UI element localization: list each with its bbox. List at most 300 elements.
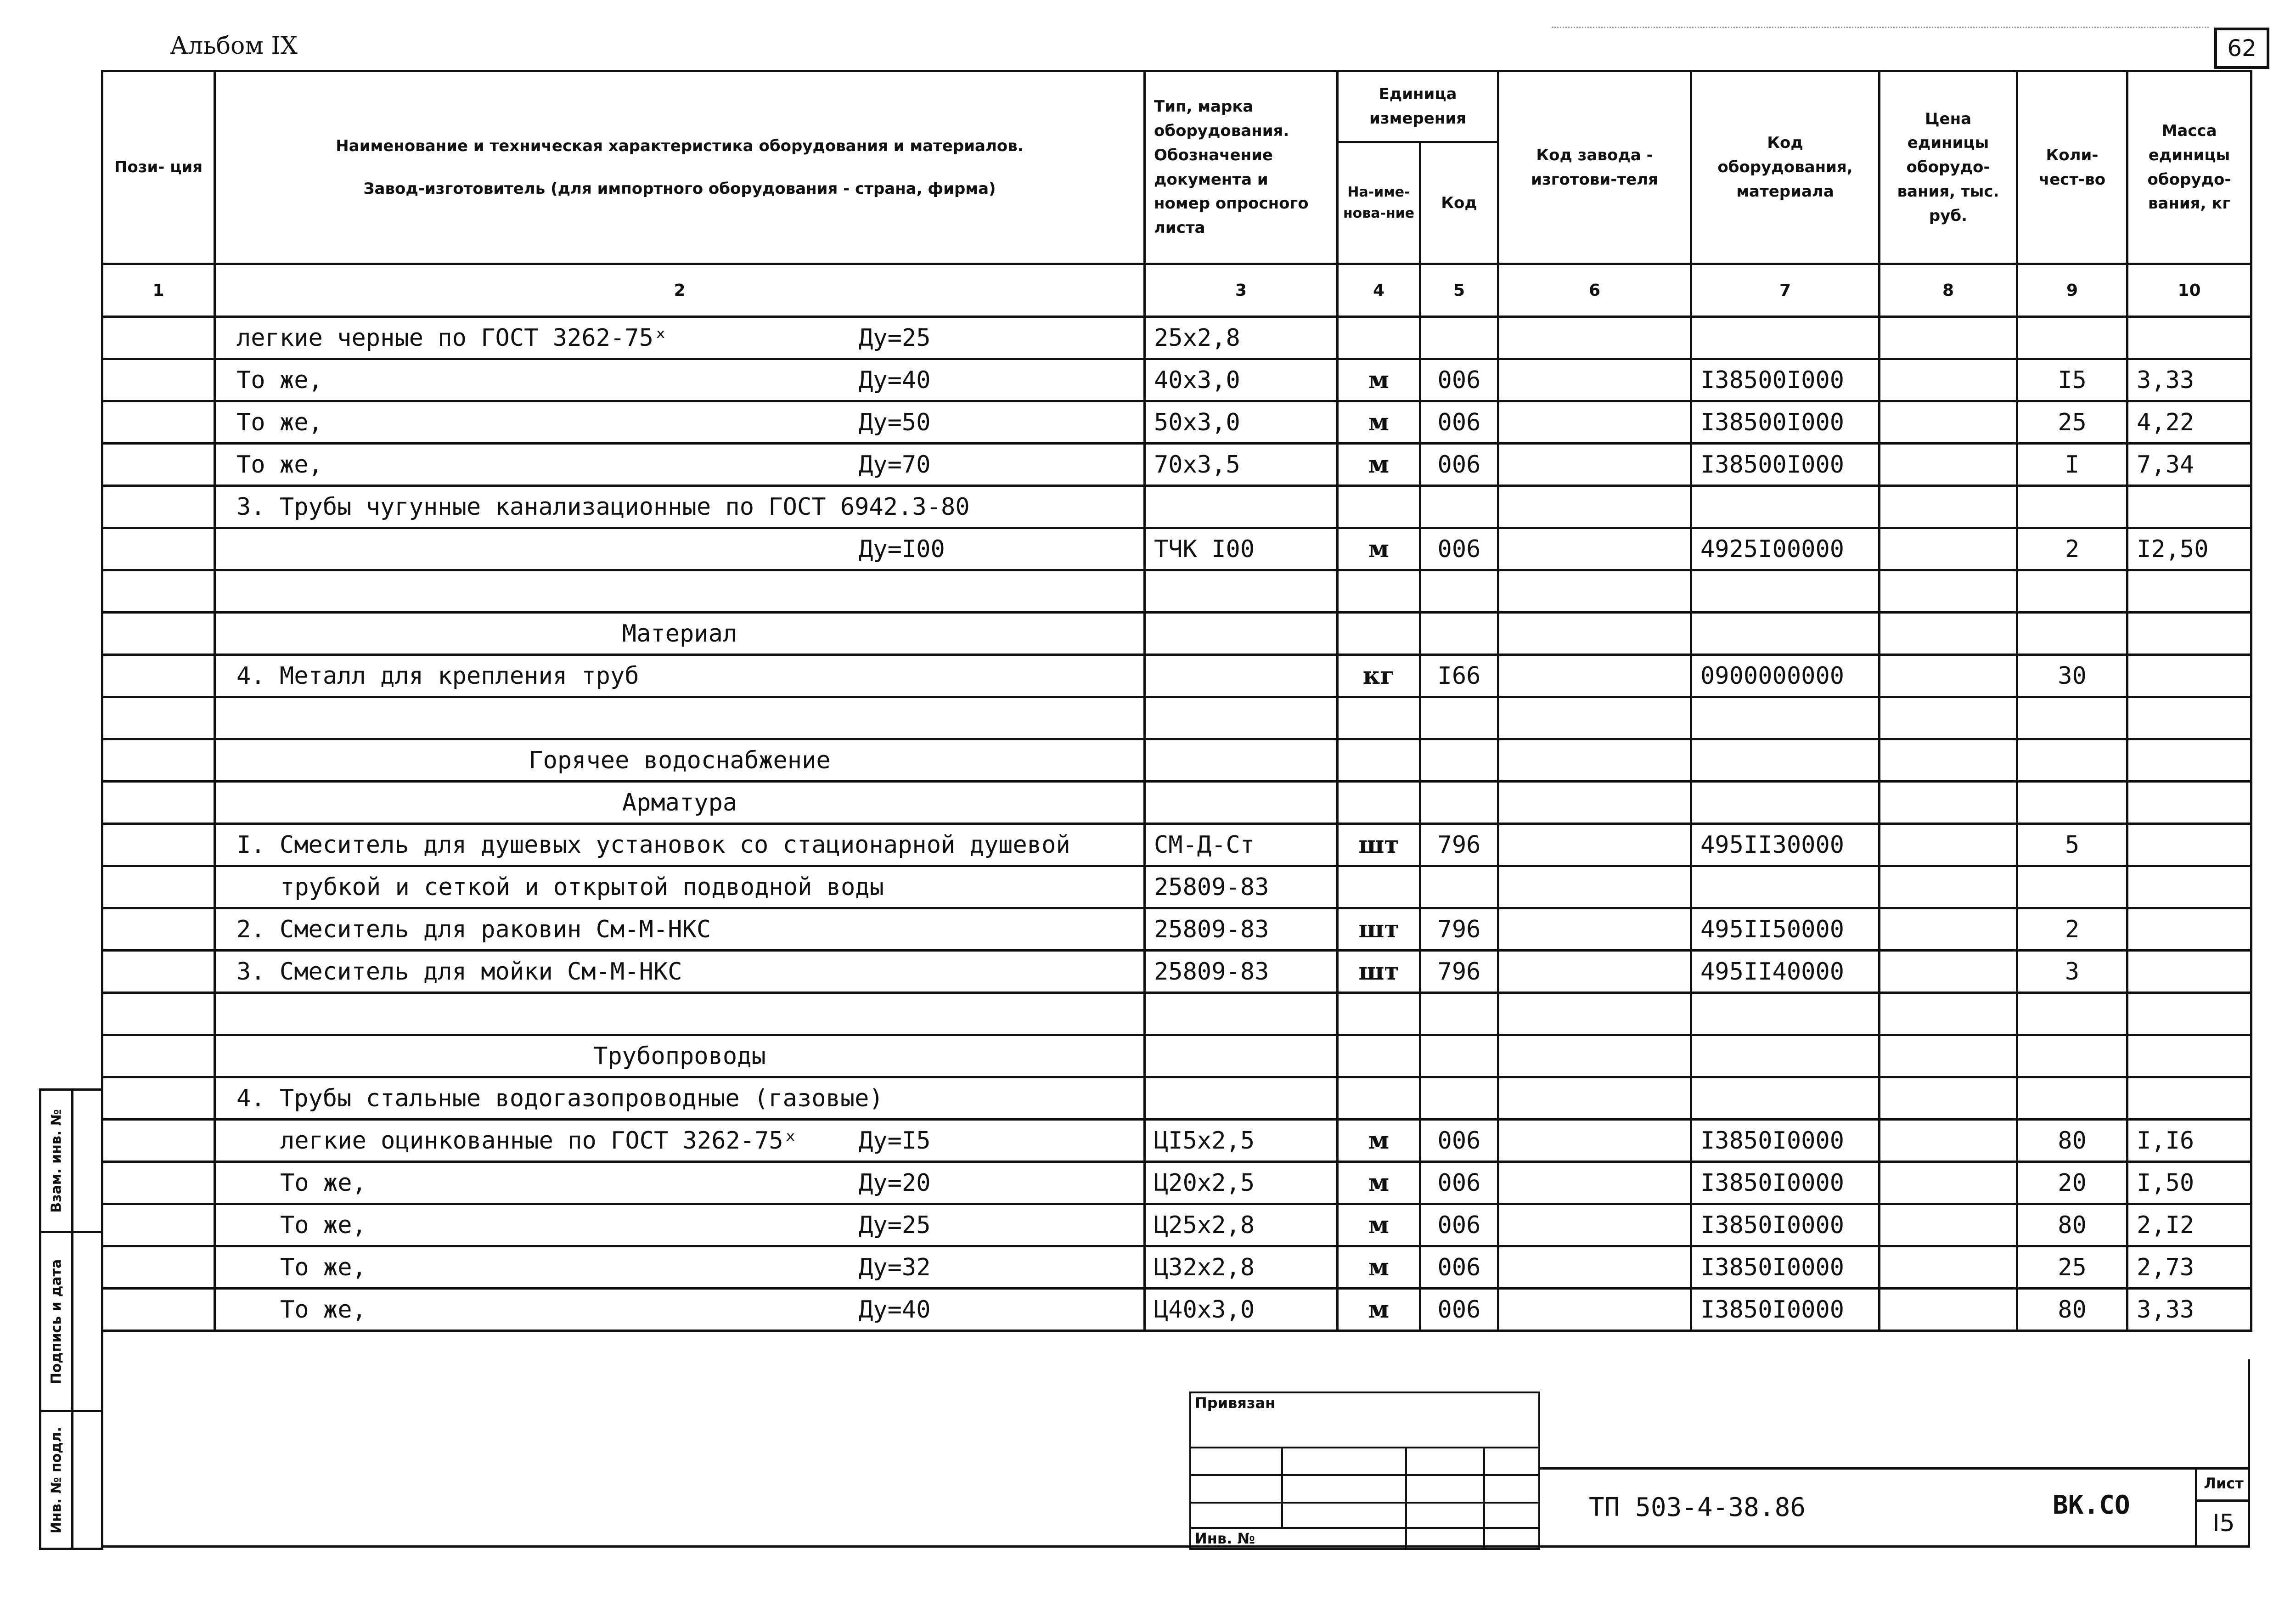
cell-position: [102, 1162, 215, 1204]
cell-price: [1880, 697, 2017, 739]
cell-quantity: 20: [2017, 1162, 2127, 1204]
cell-mass: 7,34: [2127, 444, 2251, 486]
cell-unit: шт: [1338, 951, 1420, 993]
cell-unit: шт: [1338, 908, 1420, 951]
header-factory-code: Код завода - изготови-теля: [1498, 71, 1691, 264]
item-name: То же,: [280, 1296, 366, 1324]
cell-quantity: [2017, 486, 2127, 528]
specification-table: [101, 70, 2252, 1332]
cell-unit-code: [1420, 739, 1498, 782]
sheet-number: I5: [2212, 1510, 2235, 1537]
cell-factory-code: [1498, 317, 1691, 359]
cell-unit: шт: [1338, 824, 1420, 866]
cell-unit-code: 006: [1420, 1246, 1498, 1289]
column-number: 1: [102, 264, 215, 317]
cell-mass: 2,I2: [2127, 1204, 2251, 1246]
cell-quantity: I5: [2017, 359, 2127, 401]
header-material-code: Код оборудования, материала: [1691, 71, 1880, 264]
stamp-privyazan: Привязан: [1190, 1392, 1539, 1448]
cell-name: [215, 866, 1145, 908]
cell-unit: [1338, 697, 1420, 739]
cell-name: [215, 1162, 1145, 1204]
column-number: 10: [2127, 264, 2251, 317]
cell-material-code: [1691, 866, 1880, 908]
cell-price: [1880, 1077, 2017, 1120]
item-nominal-diameter: Ду=50: [859, 408, 931, 436]
cell-material-code: [1691, 697, 1880, 739]
item-nominal-diameter: Ду=I00: [859, 535, 945, 563]
cell-name: [215, 1289, 1145, 1331]
cell-factory-code: [1498, 444, 1691, 486]
header-name-line2: Завод-изготовитель (для импортного оборудования - страна, фирма): [363, 179, 996, 198]
cell-name: [215, 401, 1145, 444]
cell-unit-code: 006: [1420, 1120, 1498, 1162]
cell-type: 25809-83: [1145, 951, 1338, 993]
cell-unit-code: [1420, 570, 1498, 613]
cell-type: [1145, 613, 1338, 655]
sheet-code: ВК.СО: [2053, 1490, 2130, 1520]
cell-material-code: 495II30000: [1691, 824, 1880, 866]
cell-material-code: I3850I0000: [1691, 1204, 1880, 1246]
cell-unit: м: [1338, 1120, 1420, 1162]
cell-type: ЦI5х2,5: [1145, 1120, 1338, 1162]
cell-mass: [2127, 1035, 2251, 1077]
column-number: 7: [1691, 264, 1880, 317]
table-row: [102, 1035, 2251, 1077]
cell-price: [1880, 444, 2017, 486]
cell-price: [1880, 528, 2017, 570]
cell-position: [102, 613, 215, 655]
cell-material-code: [1691, 1077, 1880, 1120]
cell-type: [1145, 782, 1338, 824]
cell-type: [1145, 486, 1338, 528]
cell-price: [1880, 993, 2017, 1035]
cell-material-code: I38500I000: [1691, 359, 1880, 401]
cell-quantity: 80: [2017, 1289, 2127, 1331]
cell-material-code: I38500I000: [1691, 401, 1880, 444]
sheet-box: [2195, 1467, 2250, 1548]
cell-price: [1880, 359, 2017, 401]
cell-price: [1880, 655, 2017, 697]
cell-type: ТЧК I00: [1145, 528, 1338, 570]
cell-name: [215, 1035, 1145, 1077]
cell-unit-code: 006: [1420, 1289, 1498, 1331]
header-unit-group: Единица измерения: [1338, 71, 1498, 142]
cell-material-code: [1691, 739, 1880, 782]
table-row: [102, 782, 2251, 824]
cell-name: [215, 908, 1145, 951]
cell-material-code: [1691, 317, 1880, 359]
item-nominal-diameter: Ду=25: [859, 1211, 931, 1239]
cell-price: [1880, 1035, 2017, 1077]
cell-quantity: [2017, 782, 2127, 824]
cell-mass: I2,50: [2127, 528, 2251, 570]
cell-type: СМ-Д-Ст: [1145, 824, 1338, 866]
cell-unit: [1338, 570, 1420, 613]
item-name: 2. Смеситель для раковин См-М-НКС: [236, 915, 711, 943]
cell-unit-code: [1420, 1077, 1498, 1120]
cell-quantity: 25: [2017, 401, 2127, 444]
cell-unit-code: 006: [1420, 1162, 1498, 1204]
cell-position: [102, 1120, 215, 1162]
stamp-cell: [1282, 1475, 1406, 1503]
cell-factory-code: [1498, 866, 1691, 908]
cell-mass: 4,22: [2127, 401, 2251, 444]
specification-body: [102, 317, 2251, 1331]
cell-price: [1880, 1246, 2017, 1289]
side-vzam: Взам. инв. №: [48, 1109, 64, 1213]
item-name: 3. Смеситель для мойки См-М-НКС: [236, 958, 682, 986]
cell-type: 70х3,5: [1145, 444, 1338, 486]
cell-position: [102, 1289, 215, 1331]
side-strip-blank: [73, 1090, 102, 1232]
cell-unit-code: [1420, 993, 1498, 1035]
table-row: [102, 1077, 2251, 1120]
cell-material-code: I3850I0000: [1691, 1289, 1880, 1331]
cell-unit-code: [1420, 613, 1498, 655]
cell-type: [1145, 993, 1338, 1035]
cell-quantity: [2017, 570, 2127, 613]
cell-unit: м: [1338, 1289, 1420, 1331]
cell-type: Ц25х2,8: [1145, 1204, 1338, 1246]
cell-type: [1145, 1077, 1338, 1120]
header-name-line1: Наименование и техническая характеристика оборудования и материалов.: [336, 136, 1024, 155]
cell-unit: [1338, 993, 1420, 1035]
cell-material-code: I3850I0000: [1691, 1120, 1880, 1162]
cell-unit-code: 006: [1420, 401, 1498, 444]
item-name: То же,: [236, 366, 323, 394]
cell-mass: [2127, 1077, 2251, 1120]
cell-unit-code: 006: [1420, 444, 1498, 486]
cell-name: [215, 359, 1145, 401]
side-strip-blank: [73, 1411, 102, 1549]
stamp-cell: [1190, 1448, 1282, 1475]
table-row: [102, 1204, 2251, 1246]
cell-factory-code: [1498, 1204, 1691, 1246]
stamp-cell: [1190, 1475, 1282, 1503]
section-heading: Материал: [622, 620, 737, 648]
item-name: 3. Трубы чугунные канализационные по ГОСТ 6942.3-80: [236, 493, 970, 521]
cell-position: [102, 486, 215, 528]
cell-unit: кг: [1338, 655, 1420, 697]
stamp-divider: [1538, 1467, 2250, 1470]
cell-type: Ц20х2,5: [1145, 1162, 1338, 1204]
cell-quantity: 2: [2017, 908, 2127, 951]
cell-quantity: I: [2017, 444, 2127, 486]
cell-name: [215, 951, 1145, 993]
cell-unit-code: 796: [1420, 824, 1498, 866]
page-number: 62: [2227, 35, 2257, 62]
stamp-cell: [1282, 1503, 1406, 1528]
stamp-grid: [1189, 1392, 1540, 1550]
cell-price: [1880, 486, 2017, 528]
stamp-cell: [1484, 1475, 1539, 1503]
cell-position: [102, 655, 215, 697]
stamp-cell: [1406, 1475, 1484, 1503]
table-row: [102, 570, 2251, 613]
cell-quantity: 80: [2017, 1120, 2127, 1162]
stamp-inv-no: Инв. №: [1190, 1528, 1406, 1549]
item-nominal-diameter: Ду=I5: [859, 1127, 931, 1155]
item-name: То же,: [236, 451, 323, 479]
cell-mass: 3,33: [2127, 359, 2251, 401]
cell-type: Ц32х2,8: [1145, 1246, 1338, 1289]
cell-unit-code: [1420, 317, 1498, 359]
cell-unit: м: [1338, 359, 1420, 401]
item-nominal-diameter: Ду=70: [859, 451, 931, 479]
cell-name: [215, 1204, 1145, 1246]
cell-material-code: 0900000000: [1691, 655, 1880, 697]
cell-unit: [1338, 1077, 1420, 1120]
cell-unit: [1338, 866, 1420, 908]
table-row: [102, 655, 2251, 697]
cell-price: [1880, 782, 2017, 824]
cell-type: 25809-83: [1145, 908, 1338, 951]
cell-position: [102, 317, 215, 359]
table-row: [102, 486, 2251, 528]
cell-type: [1145, 739, 1338, 782]
item-nominal-diameter: Ду=25: [859, 324, 931, 352]
cell-unit-code: I66: [1420, 655, 1498, 697]
stamp-cell: [1190, 1503, 1282, 1528]
cell-mass: I,I6: [2127, 1120, 2251, 1162]
item-name: трубкой и сеткой и открытой подводной воды: [280, 873, 884, 901]
cell-position: [102, 1077, 215, 1120]
table-row: [102, 528, 2251, 570]
table-row: [102, 697, 2251, 739]
cell-material-code: 495II50000: [1691, 908, 1880, 951]
cell-factory-code: [1498, 1289, 1691, 1331]
cell-position: [102, 782, 215, 824]
cell-factory-code: [1498, 824, 1691, 866]
cell-type: 25809-83: [1145, 866, 1338, 908]
cell-position: [102, 697, 215, 739]
cell-unit-code: [1420, 1035, 1498, 1077]
cell-position: [102, 993, 215, 1035]
cell-unit: [1338, 782, 1420, 824]
cell-price: [1880, 1289, 2017, 1331]
table-row: [102, 444, 2251, 486]
cell-type: [1145, 655, 1338, 697]
stamp-cell: [1484, 1503, 1539, 1528]
bottom-frame: [101, 1359, 2250, 1548]
cell-mass: [2127, 993, 2251, 1035]
table-row: [102, 824, 2251, 866]
cell-unit: [1338, 613, 1420, 655]
header-unit-code: Код: [1420, 142, 1498, 264]
item-name: 4. Трубы стальные водогазопроводные (газовые): [236, 1084, 884, 1112]
header-quantity: Коли-чест-во: [2017, 71, 2127, 264]
table-row: [102, 317, 2251, 359]
cell-position: [102, 951, 215, 993]
stamp-cell: [1282, 1448, 1406, 1475]
cell-material-code: [1691, 570, 1880, 613]
side-strip-blank: [73, 1232, 102, 1411]
cell-factory-code: [1498, 401, 1691, 444]
column-number: 9: [2017, 264, 2127, 317]
cell-name: [215, 993, 1145, 1035]
cell-unit: м: [1338, 444, 1420, 486]
cell-mass: 2,73: [2127, 1246, 2251, 1289]
cell-mass: [2127, 570, 2251, 613]
cell-price: [1880, 317, 2017, 359]
document-code: ТП 503-4-38.86: [1589, 1493, 1806, 1522]
cell-factory-code: [1498, 359, 1691, 401]
cell-type: 40х3,0: [1145, 359, 1338, 401]
cell-position: [102, 570, 215, 613]
sheet-label: Лист: [2197, 1467, 2250, 1502]
cell-material-code: 495II40000: [1691, 951, 1880, 993]
cell-unit: м: [1338, 1246, 1420, 1289]
cell-factory-code: [1498, 570, 1691, 613]
cell-unit-code: 006: [1420, 1204, 1498, 1246]
cell-factory-code: [1498, 613, 1691, 655]
cell-mass: [2127, 866, 2251, 908]
cell-factory-code: [1498, 655, 1691, 697]
cell-quantity: 30: [2017, 655, 2127, 697]
header-row: [102, 71, 2251, 142]
header-unit-name: На-име-нова-ние: [1338, 142, 1420, 264]
item-nominal-diameter: Ду=32: [859, 1253, 931, 1281]
item-name: То же,: [280, 1169, 366, 1197]
column-number-row: [102, 264, 2251, 317]
item-nominal-diameter: Ду=40: [859, 366, 931, 394]
cell-unit-code: [1420, 697, 1498, 739]
cell-mass: [2127, 739, 2251, 782]
cell-name: [215, 739, 1145, 782]
table-row: [102, 866, 2251, 908]
cell-position: [102, 866, 215, 908]
cell-name: [215, 655, 1145, 697]
cell-unit-code: [1420, 866, 1498, 908]
cell-mass: 3,33: [2127, 1289, 2251, 1331]
side-strip-label-cell: [40, 1232, 73, 1411]
cell-position: [102, 824, 215, 866]
cell-position: [102, 1035, 215, 1077]
cell-name: [215, 613, 1145, 655]
cell-price: [1880, 951, 2017, 993]
stamp-cell: [1406, 1528, 1484, 1549]
cell-name: [215, 528, 1145, 570]
section-heading: Трубопроводы: [593, 1042, 766, 1070]
cell-price: [1880, 1162, 2017, 1204]
cell-name: [215, 1077, 1145, 1120]
cell-quantity: 80: [2017, 1204, 2127, 1246]
side-podpis: Подпись и дата: [48, 1259, 64, 1384]
cell-material-code: I3850I0000: [1691, 1246, 1880, 1289]
item-name: легкие черные по ГОСТ 3262-75ˣ: [236, 324, 668, 352]
header-price: Цена единицы оборудо-вания, тыс. руб.: [1880, 71, 2017, 264]
cell-material-code: I3850I0000: [1691, 1162, 1880, 1204]
cell-mass: I,50: [2127, 1162, 2251, 1204]
item-name: 4. Металл для крепления труб: [236, 662, 639, 690]
cell-material-code: [1691, 613, 1880, 655]
stamp-cell: [1406, 1448, 1484, 1475]
section-heading: Горячее водоснабжение: [529, 746, 831, 774]
page-number-box: [2214, 28, 2269, 69]
cell-factory-code: [1498, 697, 1691, 739]
cell-price: [1880, 824, 2017, 866]
table-row: [102, 993, 2251, 1035]
stamp-cell: [1406, 1503, 1484, 1528]
cell-unit: м: [1338, 1204, 1420, 1246]
table-row: [102, 1246, 2251, 1289]
table-row: [102, 739, 2251, 782]
cell-price: [1880, 1204, 2017, 1246]
header-mass: Масса единицы оборудо-вания, кг: [2127, 71, 2251, 264]
side-inv-podl: Инв. № подл.: [48, 1426, 64, 1533]
cell-material-code: [1691, 782, 1880, 824]
cell-unit-code: 006: [1420, 528, 1498, 570]
cell-factory-code: [1498, 528, 1691, 570]
table-row: [102, 359, 2251, 401]
cell-material-code: 4925I00000: [1691, 528, 1880, 570]
cell-name: [215, 570, 1145, 613]
cell-price: [1880, 401, 2017, 444]
cell-unit-code: [1420, 782, 1498, 824]
column-number: 8: [1880, 264, 2017, 317]
cell-quantity: [2017, 697, 2127, 739]
cell-price: [1880, 866, 2017, 908]
cell-material-code: I38500I000: [1691, 444, 1880, 486]
cell-quantity: 3: [2017, 951, 2127, 993]
cell-type: Ц40х3,0: [1145, 1289, 1338, 1331]
item-name: легкие оцинкованные по ГОСТ 3262-75ˣ: [280, 1127, 798, 1155]
column-number: 6: [1498, 264, 1691, 317]
cell-factory-code: [1498, 739, 1691, 782]
table-row: [102, 1120, 2251, 1162]
cell-factory-code: [1498, 1077, 1691, 1120]
item-name: То же,: [236, 408, 323, 436]
cell-name: [215, 782, 1145, 824]
column-number: 3: [1145, 264, 1338, 317]
cell-unit-code: 006: [1420, 359, 1498, 401]
cell-factory-code: [1498, 782, 1691, 824]
cell-name: [215, 1246, 1145, 1289]
cell-name: [215, 824, 1145, 866]
cell-quantity: [2017, 613, 2127, 655]
cell-unit-code: 796: [1420, 951, 1498, 993]
cell-type: 50х3,0: [1145, 401, 1338, 444]
cell-quantity: [2017, 1077, 2127, 1120]
cell-position: [102, 739, 215, 782]
top-dotted-line: [1552, 27, 2209, 28]
table-row: [102, 1289, 2251, 1331]
cell-type: [1145, 1035, 1338, 1077]
cell-price: [1880, 1120, 2017, 1162]
cell-name: [215, 486, 1145, 528]
table-row: [102, 613, 2251, 655]
cell-mass: [2127, 317, 2251, 359]
cell-factory-code: [1498, 951, 1691, 993]
cell-factory-code: [1498, 993, 1691, 1035]
cell-quantity: 5: [2017, 824, 2127, 866]
cell-unit: м: [1338, 1162, 1420, 1204]
stamp-cell: [1484, 1528, 1539, 1549]
cell-unit-code: 796: [1420, 908, 1498, 951]
cell-type: [1145, 697, 1338, 739]
cell-unit: [1338, 486, 1420, 528]
cell-mass: [2127, 782, 2251, 824]
cell-unit: м: [1338, 401, 1420, 444]
cell-position: [102, 528, 215, 570]
cell-unit: м: [1338, 528, 1420, 570]
item-name: То же,: [280, 1211, 366, 1239]
cell-type: 25х2,8: [1145, 317, 1338, 359]
table-row: [102, 401, 2251, 444]
cell-position: [102, 1204, 215, 1246]
cell-position: [102, 359, 215, 401]
